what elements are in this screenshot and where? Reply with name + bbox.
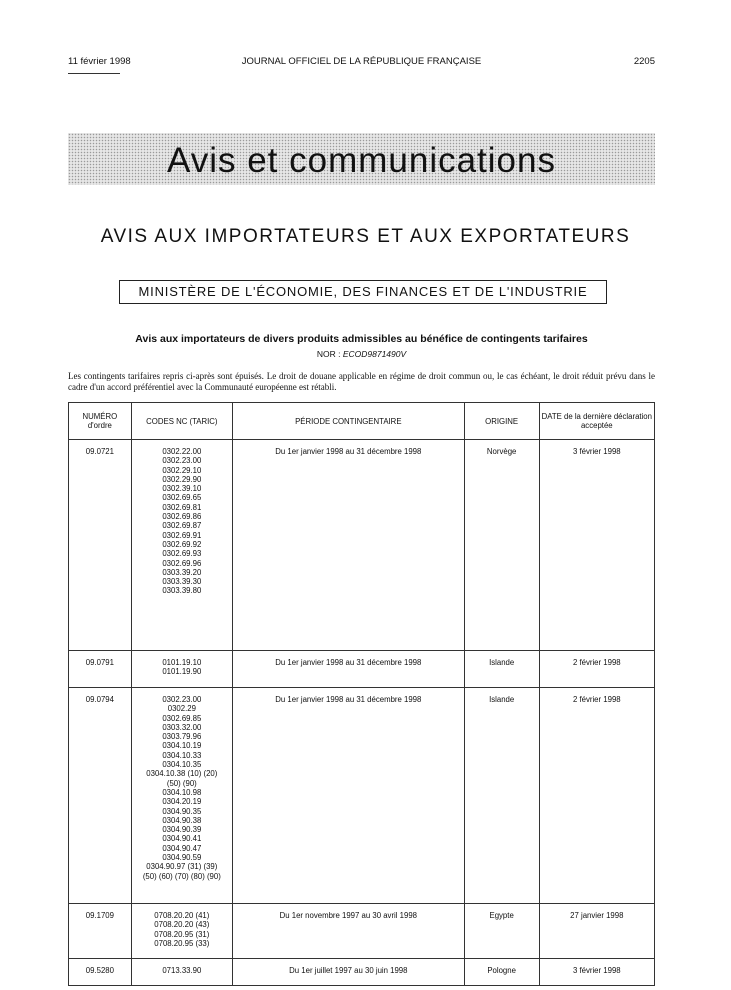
nc-code: (50) (60) (70) (80) (90) xyxy=(142,871,221,881)
cell-periode: Du 1er janvier 1998 au 31 décembre 1998 xyxy=(232,688,464,904)
table-row xyxy=(69,904,655,959)
header-periode: PÉRIODE CONTINGENTAIRE xyxy=(232,403,464,440)
nc-code: 0302.69.65 xyxy=(162,493,202,503)
nc-code: 0304.10.35 xyxy=(162,760,202,770)
nc-code: 0302.39.10 xyxy=(162,484,202,494)
nc-code: 0303.79.96 xyxy=(162,732,202,742)
nc-code: (50) (90) xyxy=(166,778,197,788)
cell-numero: 09.1709 xyxy=(69,904,132,959)
cell-date: 2 février 1998 xyxy=(539,651,654,688)
cell-origine: Islande xyxy=(464,688,539,904)
nc-code: 0302.23.00 xyxy=(162,456,202,466)
nc-code: 0304.90.47 xyxy=(162,843,202,853)
quota-table xyxy=(68,402,655,986)
nc-code: 0302.22.00 xyxy=(162,447,202,456)
nc-code: 0302.69.96 xyxy=(162,558,202,568)
running-header xyxy=(68,56,655,72)
cell-codes xyxy=(131,959,232,986)
notice-intro: Les contingents tarifaires repris ci-après sont épuisés. Le droit de douane applicable en régime de droit commun ou, le cas échéant, le droit réduit prévu dans le cadre d'un accord préférentiel avec la Communauté européenne est rétabli. xyxy=(68,371,655,392)
nc-code: 0708.20.20 (41) xyxy=(154,911,210,920)
nor-value: ECOD9871490V xyxy=(342,349,407,359)
table-row xyxy=(69,688,655,904)
nc-code: 0304.10.33 xyxy=(162,750,202,760)
header-numero: NUMÉRO d'ordre xyxy=(69,403,132,440)
banner-title: Avis et communications xyxy=(166,141,556,180)
nc-code: 0302.29.10 xyxy=(162,465,202,475)
nc-code: 0303.39.20 xyxy=(162,567,202,577)
notice-title: Avis aux importateurs de divers produits admissibles au bénéfice de contingents tarifaires xyxy=(135,333,588,345)
header-origine: ORIGINE xyxy=(464,403,539,440)
section-banner xyxy=(68,133,655,185)
cell-date: 3 février 1998 xyxy=(539,959,654,986)
table-row xyxy=(69,959,655,986)
cell-numero: 09.0794 xyxy=(69,688,132,904)
nc-code: 0304.90.97 (31) (39) xyxy=(146,862,218,872)
section-title: AVIS AUX IMPORTATEURS ET AUX EXPORTATEURS xyxy=(100,226,631,247)
cell-codes xyxy=(131,651,232,688)
cell-periode: Du 1er juillet 1997 au 30 juin 1998 xyxy=(232,959,464,986)
cell-origine: Pologne xyxy=(464,959,539,986)
table-header-row xyxy=(69,403,655,440)
cell-numero: 09.0721 xyxy=(69,440,132,651)
cell-codes xyxy=(131,688,232,904)
cell-periode: Du 1er novembre 1997 au 30 avril 1998 xyxy=(232,904,464,959)
ministry-box: MINISTÈRE DE L'ÉCONOMIE, DES FINANCES ET DE L'INDUSTRIE xyxy=(119,280,607,304)
nc-code: 0302.23.00 xyxy=(162,695,202,704)
nc-code: 0304.20.19 xyxy=(162,797,202,807)
nc-code: 0713.33.90 xyxy=(162,966,202,975)
nc-code: 0302.69.93 xyxy=(162,549,202,559)
nc-code: 0303.32.00 xyxy=(162,722,202,732)
nc-code: 0304.10.19 xyxy=(162,741,202,751)
nc-code: 0708.20.95 (33) xyxy=(154,938,210,948)
nc-code: 0302.69.86 xyxy=(162,512,202,522)
nc-code: 0302.69.91 xyxy=(162,530,202,540)
nc-code: 0101.19.90 xyxy=(162,667,202,677)
nor-reference xyxy=(68,349,655,359)
nc-code: 0302.29 xyxy=(167,704,196,714)
header-page-number: 2205 xyxy=(633,56,655,67)
nc-code: 0708.20.95 (31) xyxy=(154,929,210,939)
nc-code: 0304.10.38 (10) (20) xyxy=(146,769,218,779)
nc-code: 0304.90.39 xyxy=(162,825,202,835)
nc-code: 0304.90.59 xyxy=(162,853,202,863)
nor-label: NOR : xyxy=(316,349,341,359)
cell-codes xyxy=(131,904,232,959)
header-journal-title: JOURNAL OFFICIEL DE LA RÉPUBLIQUE FRANÇAISE xyxy=(241,56,482,67)
header-codes: CODES NC (TARIC) xyxy=(131,403,232,440)
cell-codes xyxy=(131,440,232,651)
table-row xyxy=(69,651,655,688)
header-date: 11 février 1998 xyxy=(68,56,131,67)
nc-code: 0101.19.10 xyxy=(162,658,202,667)
nc-code: 0304.90.38 xyxy=(162,815,202,825)
nc-code: 0708.20.20 (43) xyxy=(154,920,210,930)
cell-periode: Du 1er janvier 1998 au 31 décembre 1998 xyxy=(232,440,464,651)
nc-code: 0304.90.41 xyxy=(162,834,202,844)
nc-code: 0302.69.92 xyxy=(162,539,202,549)
cell-origine: Norvège xyxy=(464,440,539,651)
cell-date: 2 février 1998 xyxy=(539,688,654,904)
cell-date: 3 février 1998 xyxy=(539,440,654,651)
cell-origine: Egypte xyxy=(464,904,539,959)
nc-code: 0302.29.90 xyxy=(162,474,202,484)
header-rule xyxy=(68,73,120,74)
nc-code: 0304.10.98 xyxy=(162,787,202,797)
cell-periode: Du 1er janvier 1998 au 31 décembre 1998 xyxy=(232,651,464,688)
header-date: DATE de la dernière déclaration acceptée xyxy=(539,403,654,440)
nc-code: 0304.90.35 xyxy=(162,806,202,816)
table-body xyxy=(69,440,655,986)
nc-code: 0303.39.30 xyxy=(162,577,202,587)
nc-code: 0302.69.81 xyxy=(162,502,202,512)
nc-code: 0302.69.87 xyxy=(162,521,202,531)
cell-date: 27 janvier 1998 xyxy=(539,904,654,959)
cell-origine: Islande xyxy=(464,651,539,688)
cell-numero: 09.5280 xyxy=(69,959,132,986)
cell-numero: 09.0791 xyxy=(69,651,132,688)
table-row xyxy=(69,440,655,651)
nc-code: 0302.69.85 xyxy=(162,713,202,723)
nc-code: 0303.39.80 xyxy=(162,586,202,596)
